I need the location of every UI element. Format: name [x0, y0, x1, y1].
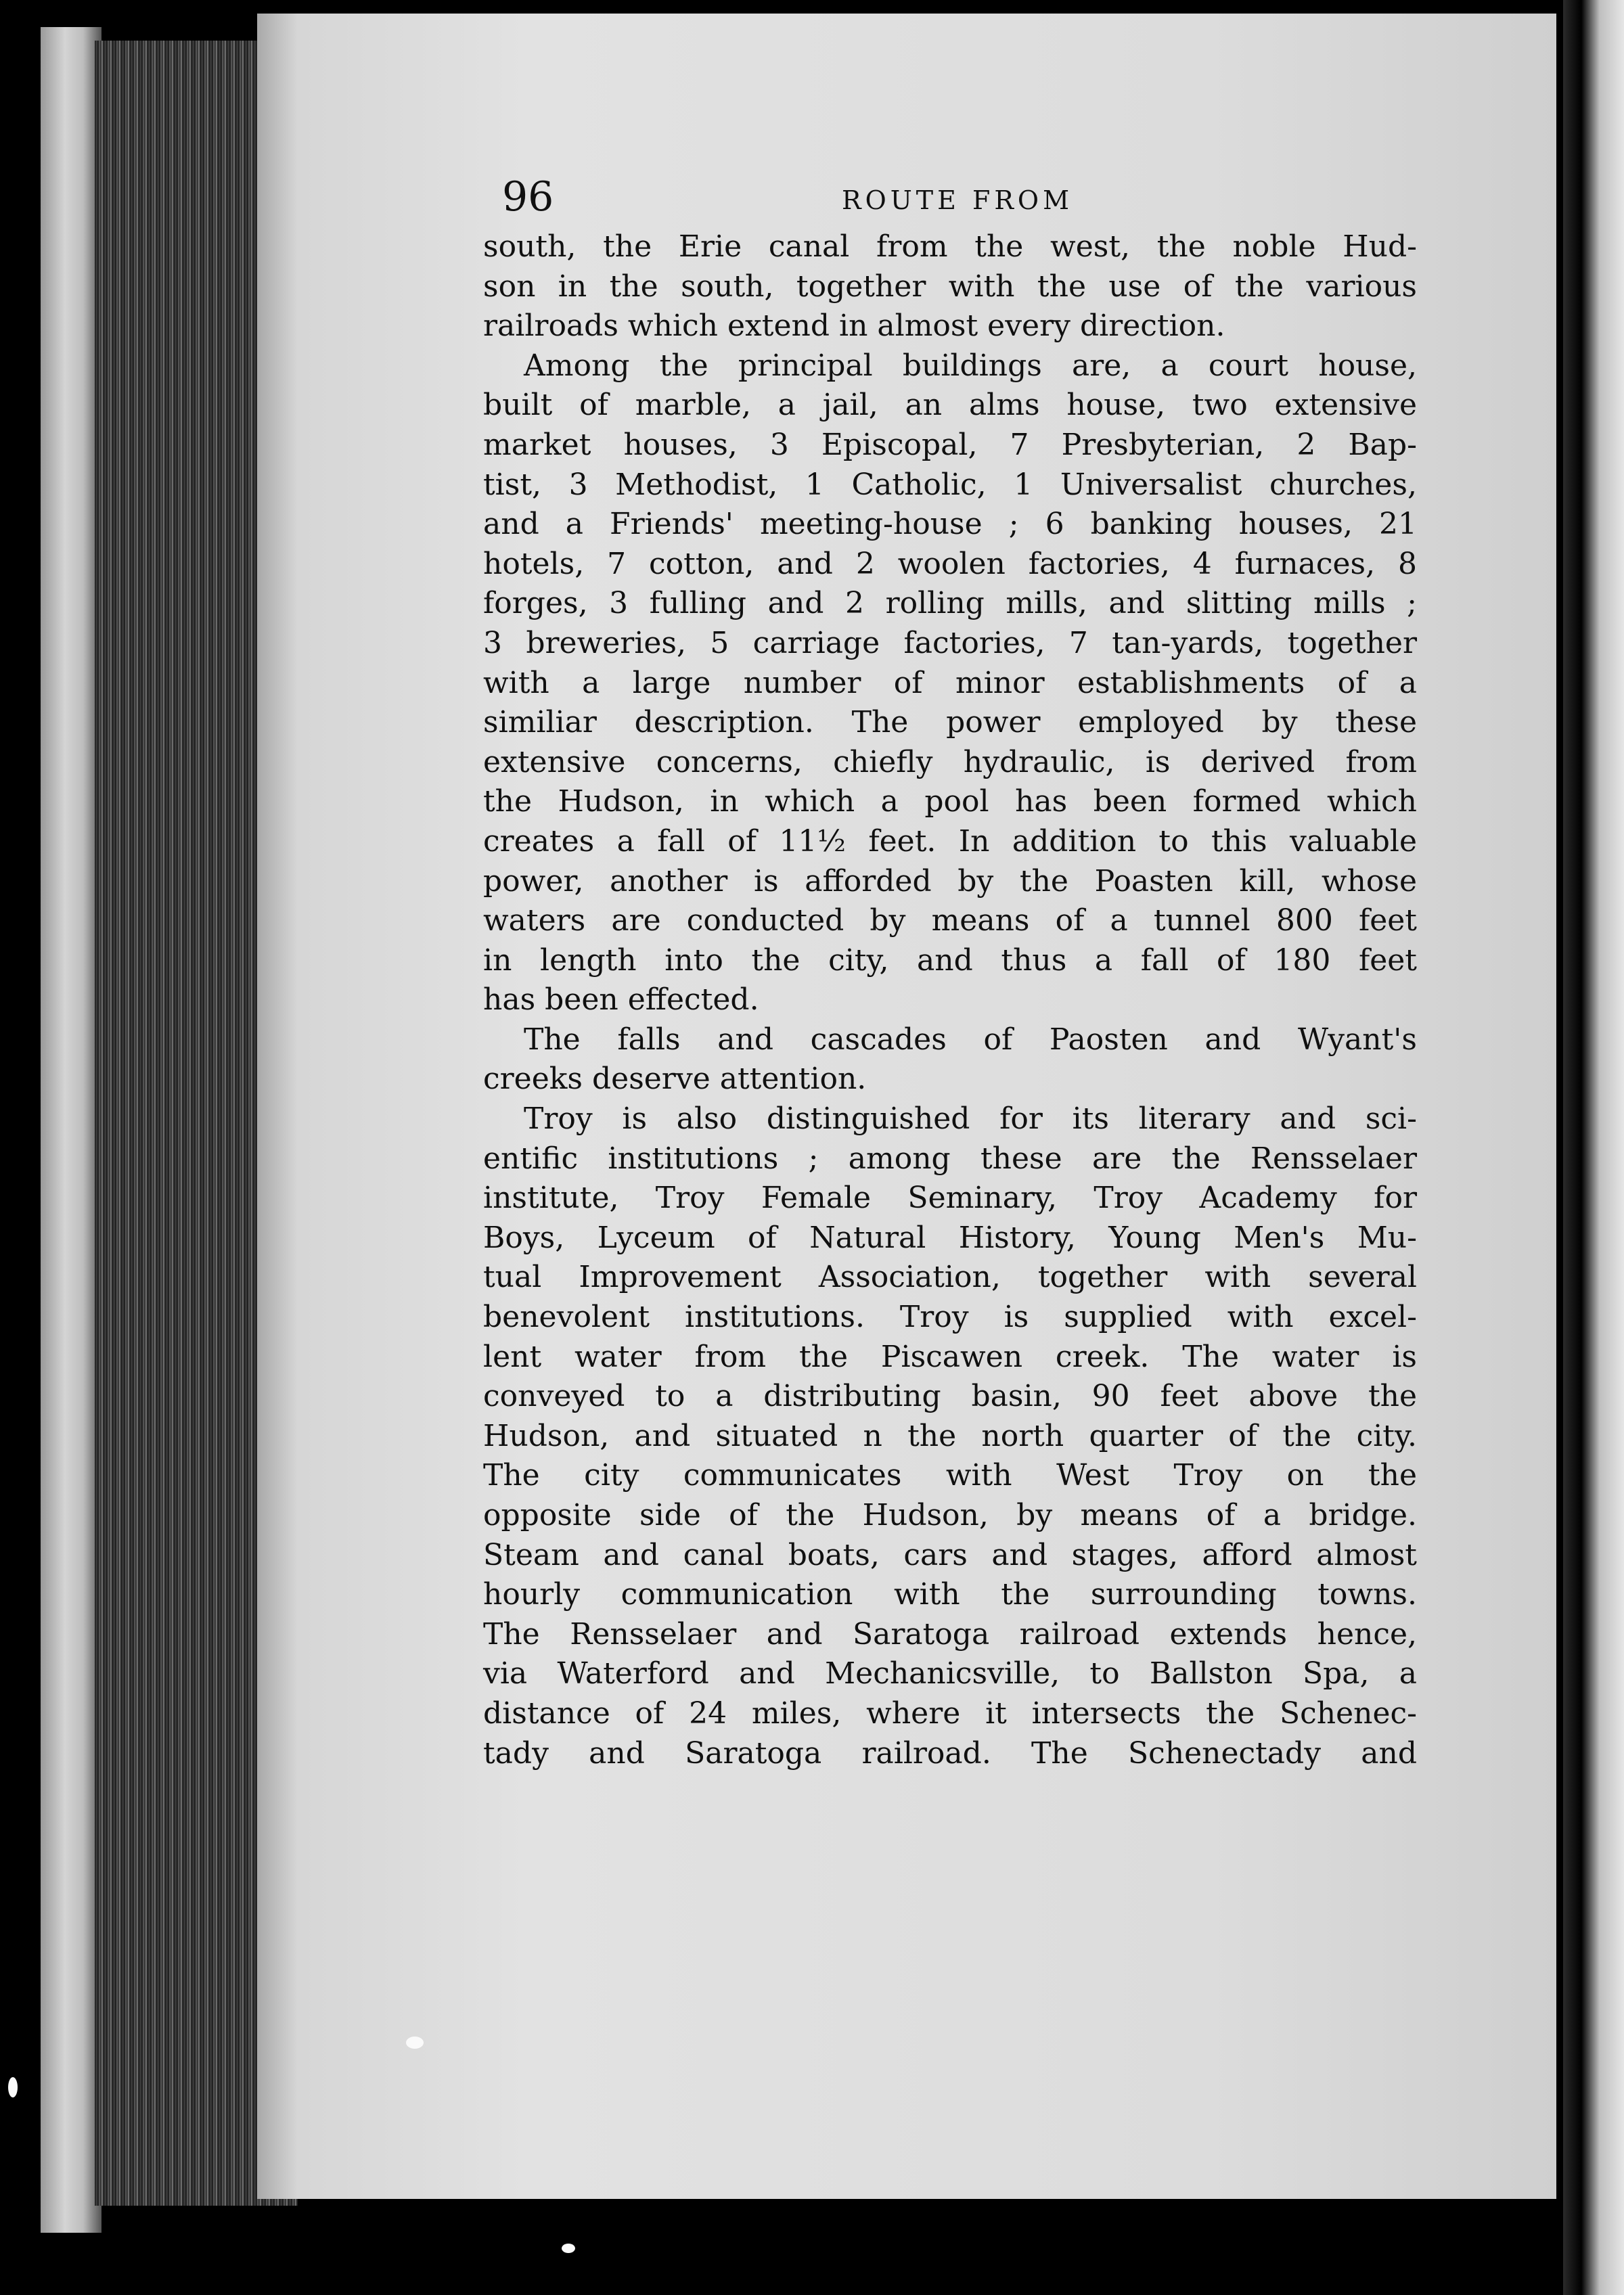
text-line: south, the Erie canal from the west, the noble Hud-	[483, 229, 1417, 264]
text-line: power, another is afforded by the Poasten kill, whose	[483, 863, 1417, 899]
text-line: Troy is also distinguished for its literary and sci-	[524, 1101, 1417, 1137]
paragraph	[483, 1020, 1417, 1099]
text-line: similiar description. The power employed by these	[483, 705, 1417, 740]
text-line: tual Improvement Association, together with several	[483, 1260, 1417, 1295]
text-line: Hudson, and situated n the north quarter of the city.	[483, 1418, 1417, 1453]
text-line: forges, 3 fulling and 2 rolling mills, and slitting mills ;	[483, 586, 1417, 621]
text-line: benevolent institutions. Troy is supplied with excel-	[483, 1300, 1417, 1335]
text-line: Among the principal buildings are, a court house,	[524, 348, 1417, 383]
text-line: The city communicates with West Troy on the	[483, 1458, 1417, 1493]
text-line: tady and Saratoga railroad. The Schenectady and	[483, 1735, 1417, 1771]
facing-page-edge	[1563, 0, 1624, 2295]
scan-speck	[8, 2077, 18, 2097]
text-line: built of marble, a jail, an alms house, two extensive	[483, 388, 1417, 423]
text-line: conveyed to a distributing basin, 90 feet above the	[483, 1379, 1417, 1414]
text-line: lent water from the Piscawen creek. The water is	[483, 1339, 1417, 1374]
text-line: with a large number of minor establishments of a	[483, 665, 1417, 700]
text-line: has been effected.	[483, 982, 759, 1018]
text-line: extensive concerns, chiefly hydraulic, is derived from	[483, 744, 1417, 779]
text-line: opposite side of the Hudson, by means of a bridge.	[483, 1498, 1417, 1532]
text-line: market houses, 3 Episcopal, 7 Presbyterian, 2 Bap-	[483, 427, 1417, 462]
text-line: creeks deserve attention.	[483, 1062, 867, 1097]
text-line: in length into the city, and thus a fall of 180 feet	[483, 942, 1417, 978]
text-line: son in the south, together with the use of the various	[483, 269, 1417, 304]
body-text	[483, 227, 1417, 1773]
text-line: Boys, Lyceum of Natural History, Young Men's Mu-	[483, 1220, 1417, 1255]
text-line: The falls and cascades of Paosten and Wyant's	[524, 1022, 1417, 1057]
text-line: hotels, 7 cotton, and 2 woolen factories, 4 furnaces, 8	[483, 546, 1417, 581]
text-line: creates a fall of 11½ feet. In addition to this valuable	[483, 823, 1417, 859]
text-line: institute, Troy Female Seminary, Troy Academy for	[483, 1181, 1417, 1216]
paragraph	[483, 346, 1417, 1020]
text-line: entific institutions ; among these are the Rensselaer	[483, 1141, 1417, 1176]
text-line: waters are conducted by means of a tunnel 800 feet	[483, 903, 1417, 938]
text-line: and a Friends' meeting-house ; 6 banking houses, 21	[483, 507, 1417, 542]
scan-speck	[406, 2037, 424, 2049]
text-line: 3 breweries, 5 carriage factories, 7 tan-yards, together	[483, 625, 1417, 660]
running-title: ROUTE FROM	[842, 185, 1073, 215]
text-line: Steam and canal boats, cars and stages, afford almost	[483, 1537, 1417, 1572]
running-head	[483, 166, 1417, 227]
text-line: the Hudson, in which a pool has been formed which	[483, 784, 1417, 819]
scan-speck	[562, 2244, 575, 2253]
paragraph	[483, 227, 1417, 346]
text-line: tist, 3 Methodist, 1 Catholic, 1 Universalist churches,	[483, 467, 1417, 502]
text-line: railroads which extend in almost every direction.	[483, 309, 1225, 344]
text-line: The Rensselaer and Saratoga railroad extends hence,	[483, 1616, 1417, 1652]
paragraph	[483, 1099, 1417, 1773]
book-fore-edge	[41, 27, 102, 2233]
text-line: via Waterford and Mechanicsville, to Ballston Spa, a	[483, 1656, 1417, 1691]
page-text	[483, 166, 1417, 1773]
text-line: distance of 24 miles, where it intersects the Schenec-	[483, 1696, 1417, 1731]
text-line: hourly communication with the surrounding towns.	[483, 1577, 1417, 1612]
page-number: 96	[502, 173, 554, 221]
